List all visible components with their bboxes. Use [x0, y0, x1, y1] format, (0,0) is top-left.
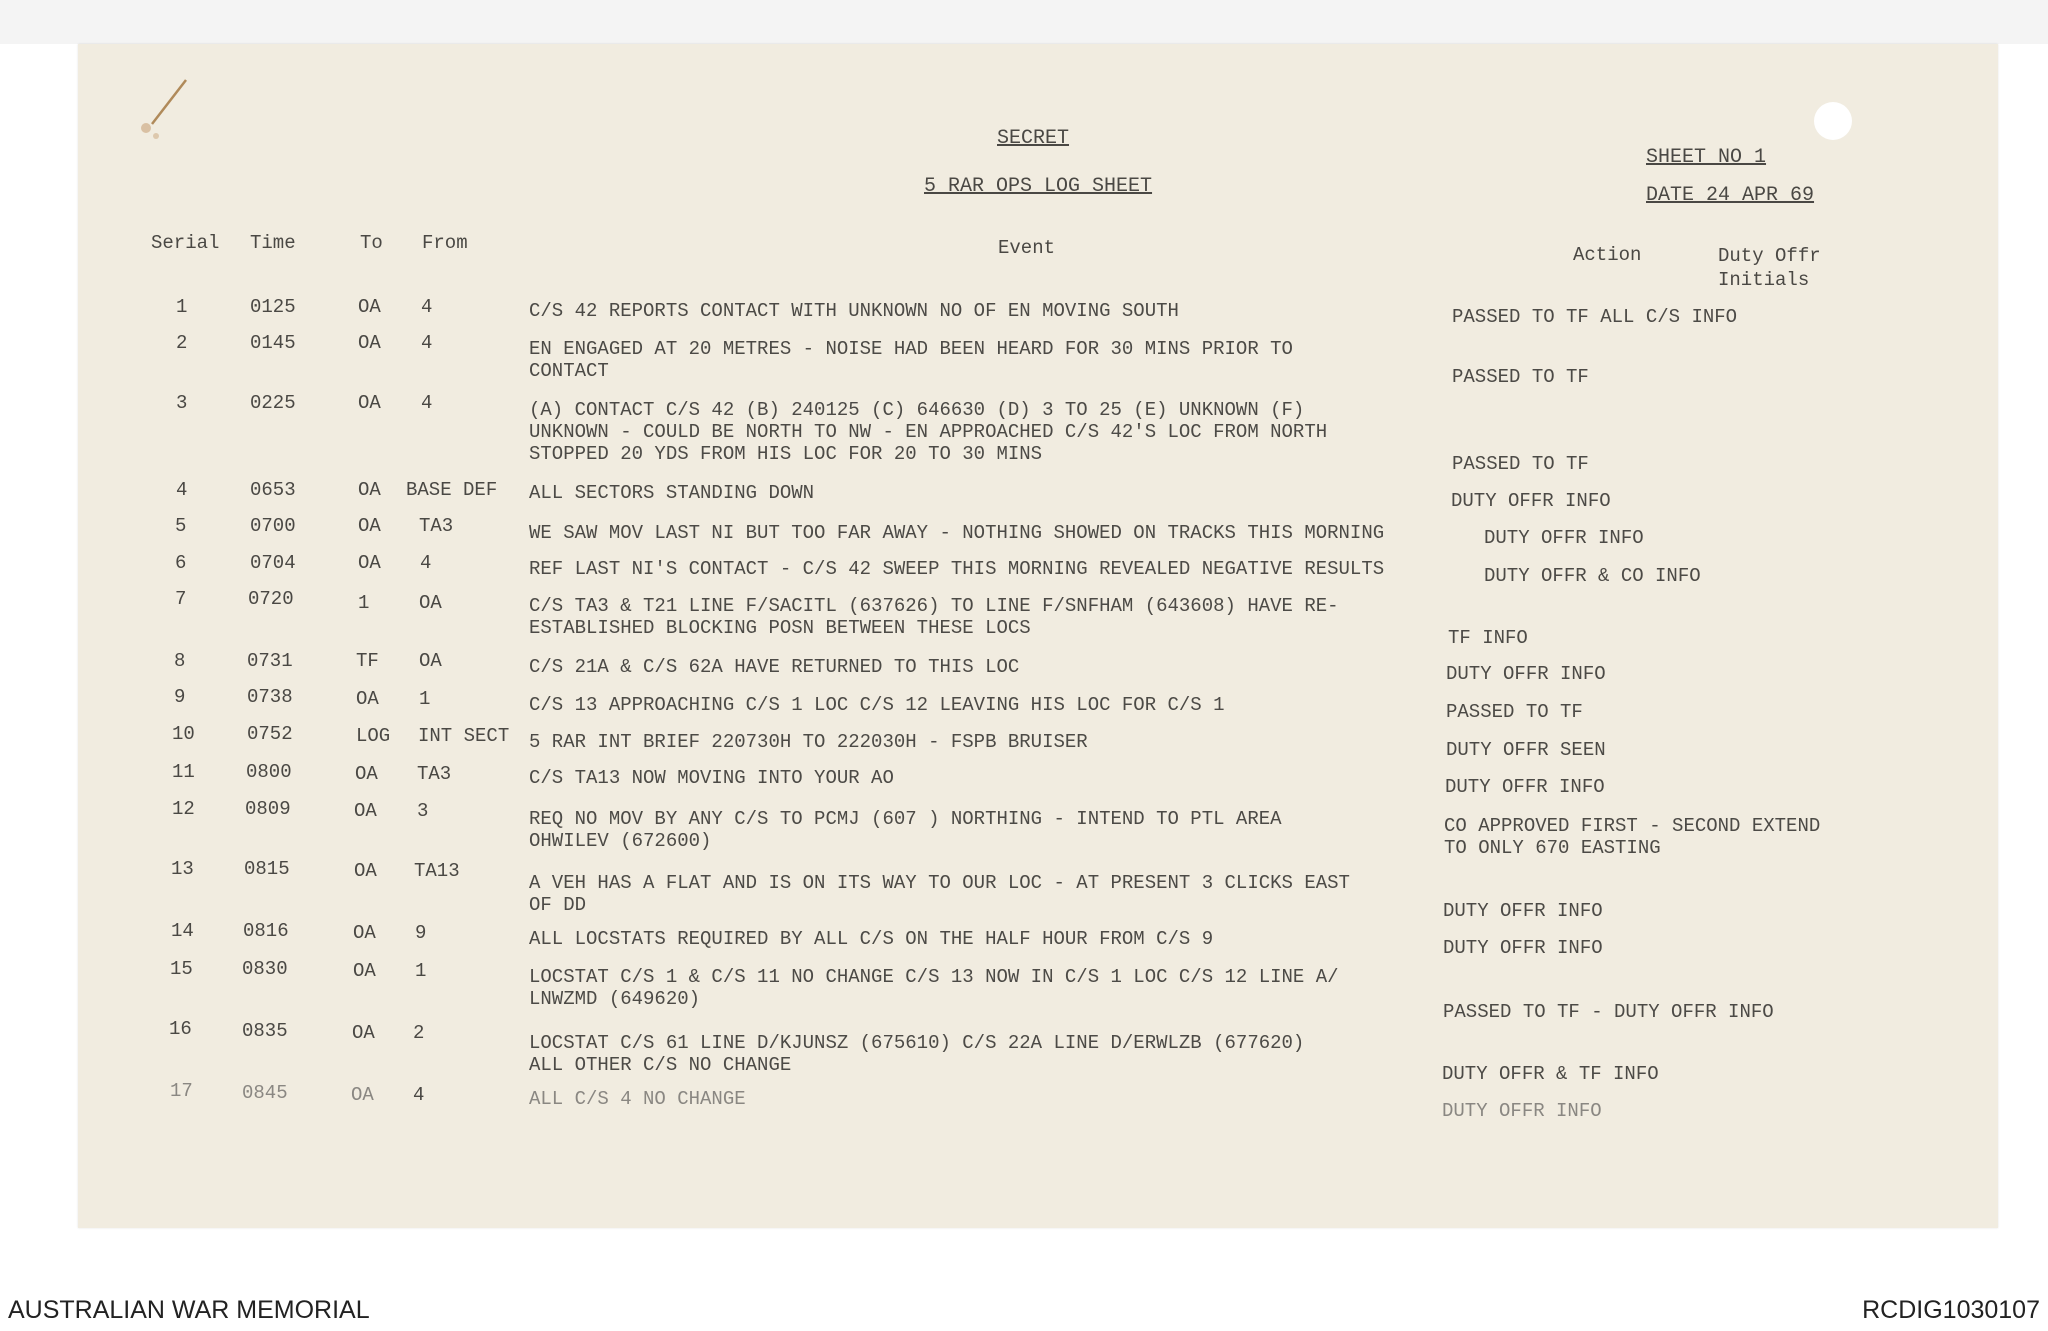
row-event: C/S TA13 NOW MOVING INTO YOUR AO: [529, 767, 894, 789]
row-event: ALL LOCSTATS REQUIRED BY ALL C/S ON THE HALF HOUR FROM C/S 9: [529, 928, 1214, 950]
row-time: 0830: [242, 958, 288, 980]
row-serial: 4: [176, 479, 188, 501]
row-to: OA: [358, 296, 381, 318]
row-time: 0653: [250, 479, 296, 501]
row-action: PASSED TO TF ALL C/S INFO: [1452, 306, 1738, 328]
row-from: TA3: [417, 763, 452, 785]
row-serial: 3: [176, 392, 188, 414]
row-event: EN ENGAGED AT 20 METRES - NOISE HAD BEEN HEARD FOR 30 MINS PRIOR TO CONTACT: [529, 338, 1293, 382]
row-from: 4: [421, 296, 433, 318]
row-event: REQ NO MOV BY ANY C/S TO PCMJ (607 ) NORTHING - INTEND TO PTL AREA OHWILEV (672600): [529, 808, 1282, 852]
row-time: 0816: [243, 920, 289, 942]
row-serial: 6: [175, 552, 187, 574]
row-time: 0700: [250, 515, 296, 537]
sheet-number: SHEET NO 1: [1646, 146, 1767, 169]
row-event: LOCSTAT C/S 61 LINE D/KJUNSZ (675610) C/S 22A LINE D/ERWLZB (677620) ALL OTHER C/S NO CHANGE: [529, 1032, 1305, 1076]
classification-heading: SECRET: [997, 127, 1070, 150]
row-to: OA: [358, 552, 381, 574]
row-serial: 14: [171, 920, 194, 942]
row-event: ALL C/S 4 NO CHANGE: [529, 1088, 746, 1110]
row-to: 1: [358, 592, 370, 614]
row-event: A VEH HAS A FLAT AND IS ON ITS WAY TO OUR LOC - AT PRESENT 3 CLICKS EAST OF DD: [529, 872, 1350, 916]
row-serial: 10: [172, 723, 195, 745]
row-serial: 17: [170, 1080, 193, 1102]
row-serial: 5: [175, 515, 187, 537]
row-action: DUTY OFFR INFO: [1445, 776, 1605, 798]
footer-id: RCDIG1030107: [1862, 1296, 2040, 1324]
punch-hole: [1814, 102, 1852, 140]
row-from: BASE DEF: [406, 479, 498, 501]
row-time: 0815: [244, 858, 290, 880]
row-from: 4: [421, 392, 433, 414]
row-serial: 7: [175, 588, 187, 610]
row-to: OA: [358, 392, 381, 414]
row-from: TA3: [419, 515, 454, 537]
row-time: 0731: [247, 650, 293, 672]
row-from: TA13: [414, 860, 460, 882]
row-event: C/S 13 APPROACHING C/S 1 LOC C/S 12 LEAVING HIS LOC FOR C/S 1: [529, 694, 1225, 716]
row-time: 0125: [250, 296, 296, 318]
row-action: DUTY OFFR INFO: [1451, 490, 1611, 512]
column-header-event: Event: [998, 237, 1056, 259]
row-event: 5 RAR INT BRIEF 220730H TO 222030H - FSPB BRUISER: [529, 731, 1088, 753]
row-from: 3: [417, 800, 429, 822]
row-action: TF INFO: [1448, 627, 1528, 649]
row-to: OA: [358, 515, 381, 537]
footer-source: AUSTRALIAN WAR MEMORIAL: [8, 1296, 370, 1324]
row-to: OA: [353, 960, 376, 982]
row-time: 0845: [242, 1082, 288, 1104]
row-from: OA: [419, 592, 442, 614]
row-time: 0800: [246, 761, 292, 783]
row-serial: 13: [171, 858, 194, 880]
row-from: 1: [415, 960, 427, 982]
column-header-duty-offr: Duty Offr Initials: [1718, 245, 1821, 291]
row-from: 2: [413, 1022, 425, 1044]
row-to: OA: [354, 860, 377, 882]
row-action: DUTY OFFR INFO: [1442, 1100, 1602, 1122]
row-action: DUTY OFFR INFO: [1443, 937, 1603, 959]
row-event: WE SAW MOV LAST NI BUT TOO FAR AWAY - NOTHING SHOWED ON TRACKS THIS MORNING: [529, 522, 1385, 544]
row-event: ALL SECTORS STANDING DOWN: [529, 482, 815, 504]
row-event: (A) CONTACT C/S 42 (B) 240125 (C) 646630 (D) 3 TO 25 (E) UNKNOWN (F) UNKNOWN - COULD BE NORTH TO NW - EN APPROACHED C/S 42'S LOC FROM NORTH STOPPED 20 YDS FROM HIS LOC FOR 20 TO 30 MINS: [529, 399, 1328, 465]
column-header-action: Action: [1573, 244, 1642, 266]
row-from: OA: [419, 650, 442, 672]
row-time: 0720: [248, 588, 294, 610]
row-from: 9: [415, 922, 427, 944]
row-event: C/S TA3 & T21 LINE F/SACITL (637626) TO LINE F/SNFHAM (643608) HAVE RE- ESTABLISHED BLOCKING POSN BETWEEN THESE LOCS: [529, 595, 1339, 639]
row-to: OA: [355, 763, 378, 785]
row-to: LOG: [356, 725, 391, 747]
row-to: OA: [351, 1084, 374, 1106]
column-header-time: Time: [250, 232, 296, 254]
row-action: PASSED TO TF: [1452, 366, 1589, 388]
row-action: DUTY OFFR SEEN: [1446, 739, 1606, 761]
row-to: OA: [353, 922, 376, 944]
row-serial: 8: [174, 650, 186, 672]
row-to: OA: [358, 332, 381, 354]
top-margin: [0, 0, 2048, 44]
row-to: OA: [352, 1022, 375, 1044]
row-from: 1: [419, 688, 431, 710]
row-time: 0752: [247, 723, 293, 745]
row-action: DUTY OFFR INFO: [1446, 663, 1606, 685]
row-action: DUTY OFFR INFO: [1443, 900, 1603, 922]
column-header-from: From: [422, 232, 468, 254]
row-serial: 9: [174, 686, 186, 708]
row-serial: 11: [172, 761, 195, 783]
row-serial: 16: [169, 1018, 192, 1040]
row-serial: 1: [176, 296, 188, 318]
row-from: 4: [413, 1084, 425, 1106]
row-event: C/S 21A & C/S 62A HAVE RETURNED TO THIS LOC: [529, 656, 1020, 678]
column-header-serial: Serial: [151, 232, 220, 254]
row-to: OA: [356, 688, 379, 710]
column-header-to: To: [360, 232, 383, 254]
sheet-date: DATE 24 APR 69: [1646, 184, 1815, 207]
row-action: PASSED TO TF - DUTY OFFR INFO: [1443, 1001, 1774, 1023]
row-action: DUTY OFFR & CO INFO: [1484, 565, 1701, 587]
row-to: TF: [356, 650, 379, 672]
row-to: OA: [354, 800, 377, 822]
row-time: 0835: [242, 1020, 288, 1042]
row-action: PASSED TO TF: [1452, 453, 1589, 475]
row-to: OA: [358, 479, 381, 501]
row-from: 4: [420, 552, 432, 574]
row-action: PASSED TO TF: [1446, 701, 1583, 723]
row-action: DUTY OFFR & TF INFO: [1442, 1063, 1659, 1085]
row-time: 0225: [250, 392, 296, 414]
row-event: REF LAST NI'S CONTACT - C/S 42 SWEEP THIS MORNING REVEALED NEGATIVE RESULTS: [529, 558, 1385, 580]
row-serial: 15: [170, 958, 193, 980]
row-serial: 2: [176, 332, 188, 354]
row-from: 4: [421, 332, 433, 354]
row-time: 0704: [250, 552, 296, 574]
row-time: 0738: [247, 686, 293, 708]
row-action: CO APPROVED FIRST - SECOND EXTEND TO ONLY 670 EASTING: [1444, 815, 1821, 859]
row-action: DUTY OFFR INFO: [1484, 527, 1644, 549]
row-time: 0145: [250, 332, 296, 354]
row-from: INT SECT: [418, 725, 510, 747]
row-time: 0809: [245, 798, 291, 820]
row-serial: 12: [172, 798, 195, 820]
page-title: 5 RAR OPS LOG SHEET: [924, 175, 1153, 198]
pencil-mark-icon: [134, 76, 194, 146]
row-event: LOCSTAT C/S 1 & C/S 11 NO CHANGE C/S 13 NOW IN C/S 1 LOC C/S 12 LINE A/ LNWZMD (649620): [529, 966, 1339, 1010]
row-event: C/S 42 REPORTS CONTACT WITH UNKNOWN NO OF EN MOVING SOUTH: [529, 300, 1179, 322]
